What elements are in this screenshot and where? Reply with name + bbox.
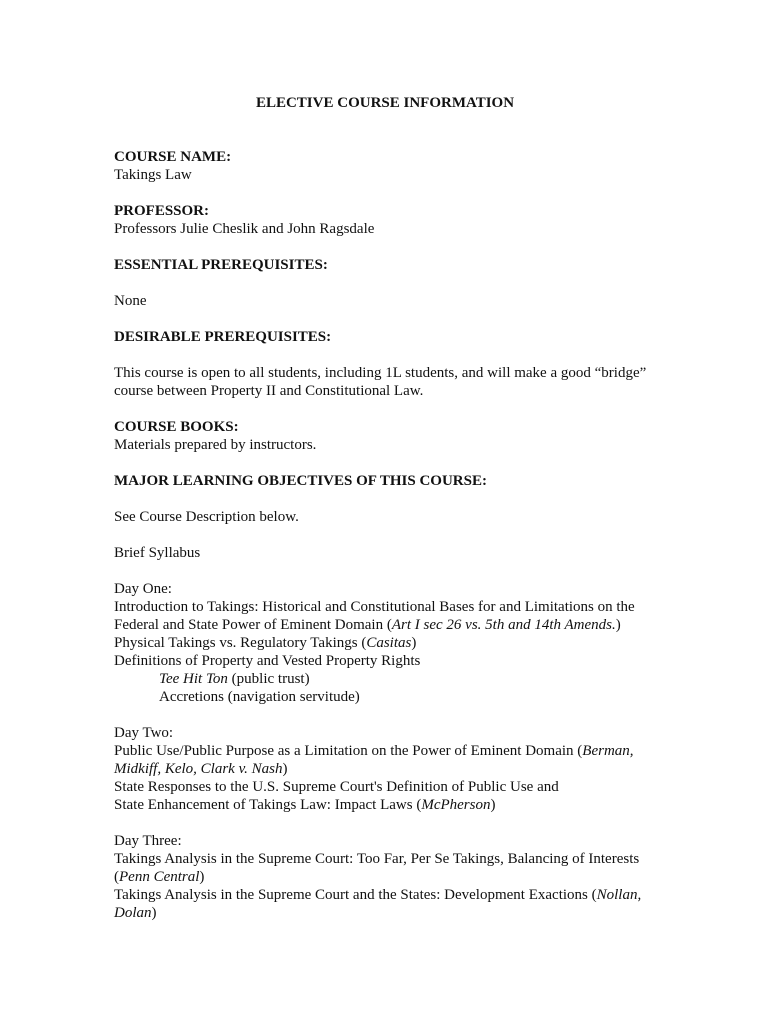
- objectives-value: See Course Description below.: [114, 509, 299, 525]
- day-two-line-3: State Responses to the U.S. Supreme Court's Definition of Public Use and: [114, 779, 559, 795]
- syllabus-label: Brief Syllabus: [114, 545, 201, 561]
- course-books-value: Materials prepared by instructors.: [114, 437, 317, 453]
- day-three-line-1: Takings Analysis in the Supreme Court: Too Far, Per Se Takings, Balancing of Interests: [114, 851, 640, 867]
- document-body: [114, 148, 674, 922]
- day-one-line-1: Introduction to Takings: Historical and Constitutional Bases for and Limitations on the: [114, 599, 635, 615]
- document-title: ELECTIVE COURSE INFORMATION: [255, 95, 515, 111]
- desirable-prereq-heading: DESIRABLE PREREQUISITES:: [114, 329, 332, 345]
- day-one-line-2: Federal and State Power of Eminent Domain (Art I sec 26 vs. 5th and 14th Amends.): [114, 617, 621, 633]
- objectives-heading: MAJOR LEARNING OBJECTIVES OF THIS COURSE:: [114, 473, 487, 489]
- essential-prereq-value: None: [114, 293, 147, 309]
- day-two-line-1: Public Use/Public Purpose as a Limitation on the Power of Eminent Domain (Berman,: [114, 743, 634, 759]
- course-name-value: Takings Law: [114, 167, 192, 183]
- essential-prereq-heading: ESSENTIAL PREREQUISITES:: [114, 257, 328, 273]
- day-one-line-3: Physical Takings vs. Regulatory Takings (Casitas): [114, 635, 417, 651]
- day-one-line-6: Accretions (navigation servitude): [159, 689, 360, 705]
- day-one-line-5: Tee Hit Ton (public trust): [159, 671, 310, 687]
- day-two-line-4: State Enhancement of Takings Law: Impact Laws (McPherson): [114, 797, 496, 813]
- desirable-prereq-line-2: course between Property II and Constitutional Law.: [114, 383, 424, 399]
- course-name-heading: COURSE NAME:: [114, 149, 232, 165]
- professor-value: Professors Julie Cheslik and John Ragsdale: [114, 221, 375, 237]
- day-three-line-3: Takings Analysis in the Supreme Court and the States: Development Exactions (Nollan,: [114, 887, 642, 903]
- professor-heading: PROFESSOR:: [114, 203, 210, 219]
- day-three-line-4: Dolan): [114, 905, 157, 921]
- desirable-prereq-line-1: This course is open to all students, including 1L students, and will make a good “bridge”: [114, 365, 647, 381]
- course-books-heading: COURSE BOOKS:: [114, 419, 239, 435]
- day-two-label: Day Two:: [114, 725, 174, 741]
- day-two-line-2: Midkiff, Kelo, Clark v. Nash): [114, 761, 288, 777]
- day-three-line-2: (Penn Central): [114, 869, 205, 885]
- day-three-label: Day Three:: [114, 833, 182, 849]
- day-one-line-4: Definitions of Property and Vested Property Rights: [114, 653, 421, 669]
- day-one-label: Day One:: [114, 581, 172, 597]
